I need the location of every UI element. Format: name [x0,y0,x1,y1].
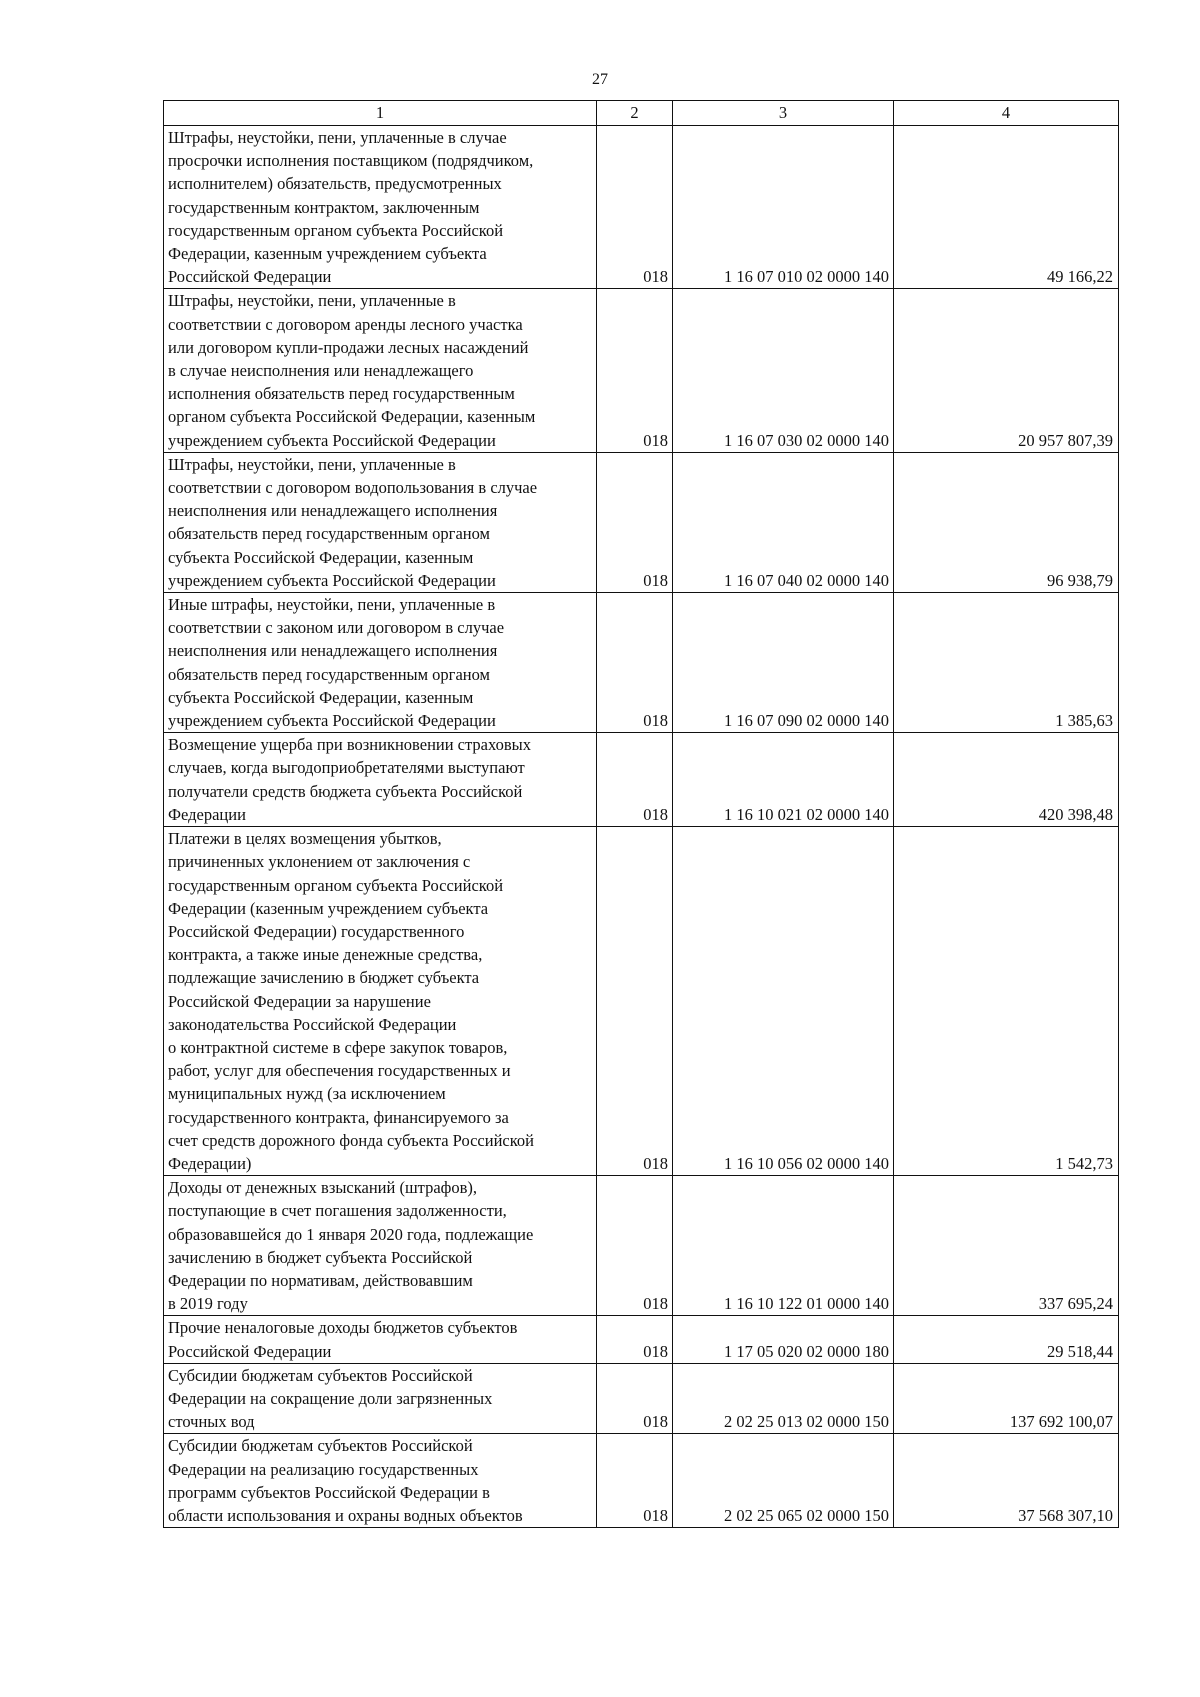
admin-code-cell: 018 [597,452,673,592]
kbk-code-cell: 2 02 25 065 02 0000 150 [673,1434,894,1528]
amount-cell: 96 938,79 [894,452,1119,592]
description-cell: Субсидии бюджетам субъектов Российской Федерации на реализацию государственных программ субъектов Российской Федерации в области использования и охраны водных объектов [164,1434,597,1528]
description-cell: Субсидии бюджетам субъектов Российской Федерации на сокращение доли загрязненных сточных вод [164,1363,597,1434]
table-header-row [164,101,1119,126]
description-cell: Штрафы, неустойки, пени, уплаченные в соответствии с договором водопользования в случае неисполнения или ненадлежащего исполнения обязательств перед государственным органом субъекта Российской Федерации, казенным учреждением субъекта Российской Федерации [164,452,597,592]
kbk-code-cell: 1 17 05 020 02 0000 180 [673,1316,894,1363]
amount-cell: 49 166,22 [894,126,1119,289]
table-row [164,827,1119,1176]
admin-code-cell: 018 [597,1363,673,1434]
description-cell: Штрафы, неустойки, пени, уплаченные в случае просрочки исполнения поставщиком (подрядчиком, исполнителем) обязательств, предусмотренных государственным контрактом, заключенным государственным органом субъекта Российской Федерации, казенным учреждением субъекта Российской Федерации [164,126,597,289]
kbk-code-cell: 1 16 10 056 02 0000 140 [673,827,894,1176]
amount-cell: 29 518,44 [894,1316,1119,1363]
admin-code-cell: 018 [597,733,673,827]
table-row [164,1363,1119,1434]
amount-cell: 337 695,24 [894,1176,1119,1316]
table-row [164,289,1119,452]
description-cell: Доходы от денежных взысканий (штрафов), поступающие в счет погашения задолженности, образовавшейся до 1 января 2020 года, подлежащие зачислению в бюджет субъекта Российской Федерации по нормативам, действовавшим в 2019 году [164,1176,597,1316]
amount-cell: 137 692 100,07 [894,1363,1119,1434]
table-row [164,733,1119,827]
table-row [164,1434,1119,1528]
table-row [164,126,1119,289]
kbk-code-cell: 1 16 07 040 02 0000 140 [673,452,894,592]
admin-code-cell: 018 [597,1434,673,1528]
amount-cell: 1 542,73 [894,827,1119,1176]
admin-code-cell: 018 [597,126,673,289]
description-cell: Штрафы, неустойки, пени, уплаченные в соответствии с договором аренды лесного участка или договором купли-продажи лесных насаждений в случае неисполнения или ненадлежащего исполнения обязательств перед государственным органом субъекта Российской Федерации, казенным учреждением субъекта Российской Федерации [164,289,597,452]
kbk-code-cell: 1 16 10 122 01 0000 140 [673,1176,894,1316]
column-header: 2 [597,101,673,126]
amount-cell: 1 385,63 [894,593,1119,733]
kbk-code-cell: 1 16 07 030 02 0000 140 [673,289,894,452]
description-cell: Прочие неналоговые доходы бюджетов субъектов Российской Федерации [164,1316,597,1363]
admin-code-cell: 018 [597,289,673,452]
column-header: 4 [894,101,1119,126]
column-header: 3 [673,101,894,126]
kbk-code-cell: 1 16 07 090 02 0000 140 [673,593,894,733]
description-cell: Возмещение ущерба при возникновении страховых случаев, когда выгодоприобретателями выступают получатели средств бюджета субъекта Российской Федерации [164,733,597,827]
revenue-table [163,100,1119,1528]
kbk-code-cell: 1 16 10 021 02 0000 140 [673,733,894,827]
column-header: 1 [164,101,597,126]
description-cell: Платежи в целях возмещения убытков, причиненных уклонением от заключения с государственным органом субъекта Российской Федерации (казенным учреждением субъекта Российской Федерации) государственного контракта, а также иные денежные средства, подлежащие зачислению в бюджет субъекта Российской Федерации за нарушение законодательства Российской Федерации о контрактной системе в сфере закупок товаров, работ, услуг для обеспечения государственных и муниципальных нужд (за исключением государственного контракта, финансируемого за счет средств дорожного фонда субъекта Российской Федерации) [164,827,597,1176]
admin-code-cell: 018 [597,593,673,733]
admin-code-cell: 018 [597,1176,673,1316]
kbk-code-cell: 1 16 07 010 02 0000 140 [673,126,894,289]
amount-cell: 420 398,48 [894,733,1119,827]
page-number: 27 [592,71,608,88]
table-row [164,593,1119,733]
amount-cell: 37 568 307,10 [894,1434,1119,1528]
admin-code-cell: 018 [597,827,673,1176]
table-row [164,1176,1119,1316]
table-row [164,452,1119,592]
description-cell: Иные штрафы, неустойки, пени, уплаченные в соответствии с законом или договором в случае неисполнения или ненадлежащего исполнения обязательств перед государственным органом субъекта Российской Федерации, казенным учреждением субъекта Российской Федерации [164,593,597,733]
table-row [164,1316,1119,1363]
amount-cell: 20 957 807,39 [894,289,1119,452]
admin-code-cell: 018 [597,1316,673,1363]
kbk-code-cell: 2 02 25 013 02 0000 150 [673,1363,894,1434]
